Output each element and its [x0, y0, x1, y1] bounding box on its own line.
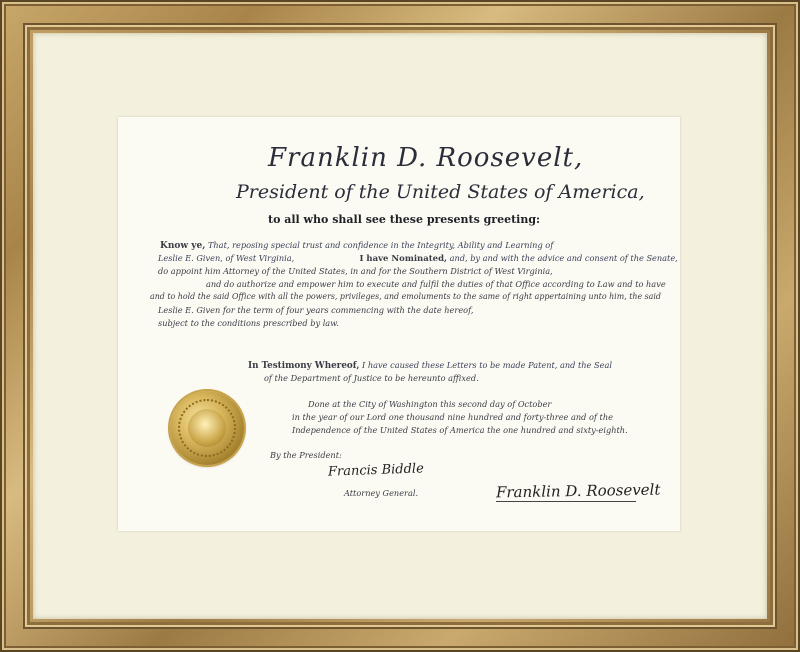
testimony-line-1: [248, 361, 612, 371]
attorney-general-signature: Francis Biddle: [327, 461, 425, 480]
body-line-4: and do authorize and empower him to execute and fulfil the duties of that Office according to Law and to have: [206, 279, 666, 289]
done-line-2: in the year of our Lord one thousand nine hundred and forty-three and of the: [292, 412, 613, 422]
attorney-general-title: Attorney General.: [344, 488, 419, 498]
body-line-1: [160, 241, 553, 251]
testimony-lead: In Testimony Whereof,: [248, 361, 360, 371]
body-text: Leslie E. Given, of West Virginia,: [158, 253, 295, 263]
certificate-document: [118, 117, 680, 531]
seal-emblem: [188, 409, 226, 447]
body-text: That, reposing special trust and confidence in the Integrity, Ability and Learning of: [207, 240, 554, 250]
nominated-phrase: I have Nominated,: [359, 254, 447, 264]
body-text: and, by and with the advice and consent of the Senate,: [449, 253, 678, 263]
president-signature: Franklin D. Roosevelt: [495, 480, 661, 502]
body-line-2: [158, 254, 678, 264]
gold-seal: [170, 391, 244, 465]
president-signature-underline: [496, 501, 636, 502]
by-the-president: By the President:: [270, 450, 342, 460]
done-line-3: Independence of the United States of America the one hundred and sixty-eighth.: [292, 425, 628, 435]
body-line-7: subject to the conditions prescribed by law.: [158, 318, 339, 328]
testimony-line-2: of the Department of Justice to be hereunto affixed.: [264, 373, 479, 383]
office-title: President of the United States of America,: [236, 181, 645, 203]
testimony-text: I have caused these Letters to be made Patent, and the Seal: [362, 360, 612, 370]
body-line-6: Leslie E. Given for the term of four years commencing with the date hereof,: [158, 305, 474, 315]
know-ye-lead: Know ye,: [160, 241, 206, 251]
body-line-3: do appoint him Attorney of the United States, in and for the Southern District of West Virginia,: [158, 266, 553, 276]
greeting-line: to all who shall see these presents greeting:: [268, 213, 541, 226]
president-name: Franklin D. Roosevelt,: [268, 143, 584, 173]
done-line-1: Done at the City of Washington this second day of October: [308, 399, 552, 409]
body-line-5: and to hold the said Office with all the powers, privileges, and emoluments to the same of right appertaining unto him, the said: [150, 292, 661, 301]
